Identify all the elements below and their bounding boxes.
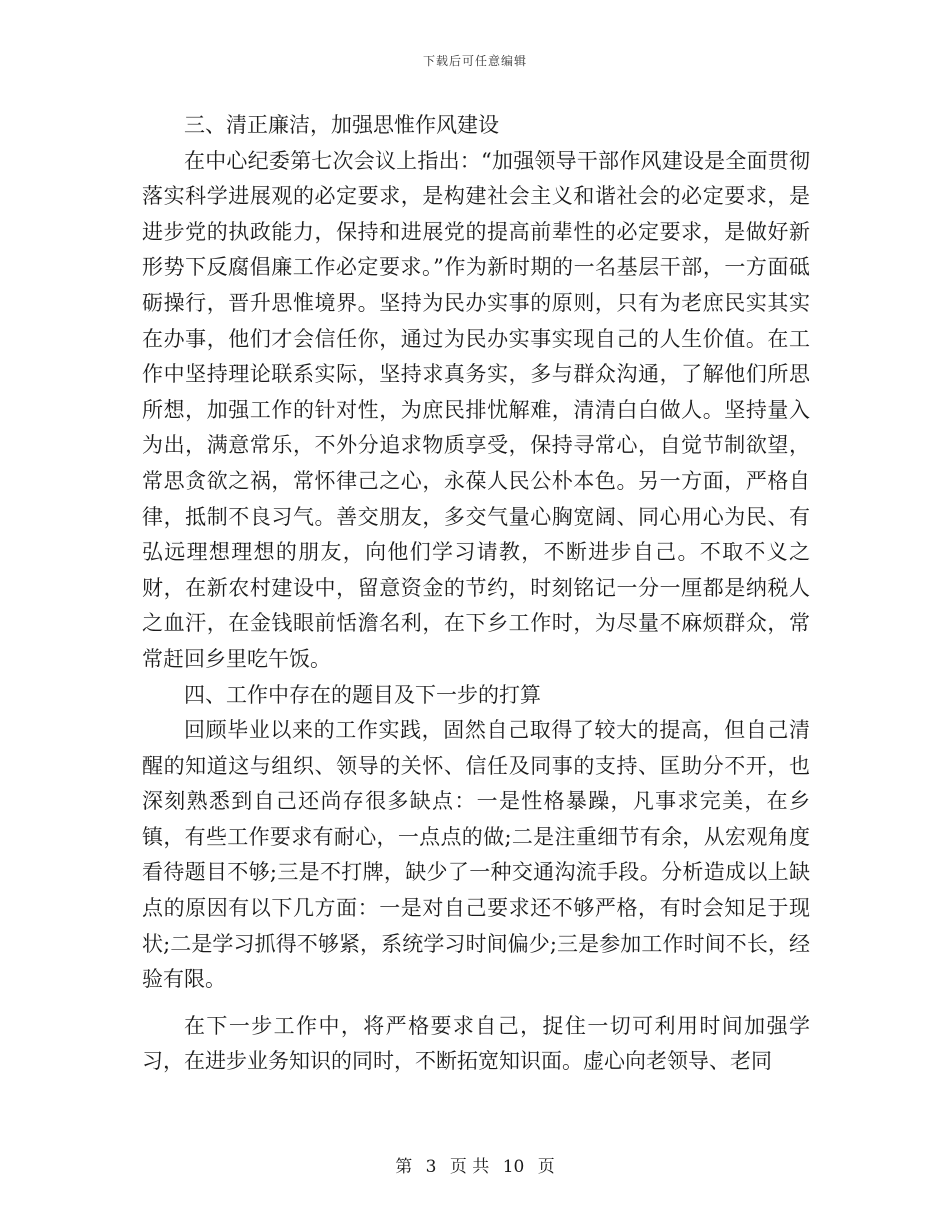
footer-prefix: 第 [395,1157,413,1177]
section-heading-3: 三、清正廉洁，加强思惟作风建设 [184,113,499,137]
section-heading-4: 四、工作中存在的题目及下一步的打算 [184,682,541,707]
footer-total-pages: 10 [502,1157,525,1177]
document-body [142,108,810,1080]
footer-middle: 页 共 [449,1157,490,1177]
footer-suffix: 页 [537,1157,555,1177]
page-header-note: 下载后可任意编辑 [422,54,527,68]
page-footer [0,1152,950,1177]
body-paragraph-integrity: 在中心纪委第七次会议上指出：“加强领导干部作风建设是全面贯彻落实科学进展观的必定要求，是构建社会主义和谐社会的必定要求，是进步党的执政能力，保持和进展党的提高前辈性的必定要求，是做好新形势下反腐倡廉工作必定要求。”作为新时期的一名基层干部，一方面砥砺操行，晋升思惟境界。坚持为民办实事的原则，只有为老庶民实其实在办事，他们才会信任你，通过为民办实事实现自己的人生价值。在工作中坚持理论联系实际，坚持求真务实，多与群众沟通，了解他们所思所想，加强工作的针对性，为庶民排忧解难，清清白白做人。坚持量入为出，满意常乐，不外分追求物质享受，保持寻常心，自觉节制欲望，常思贪欲之祸，常怀律己之心，永葆人民公朴本色。另一方面，严格自律，抵制不良习气。善交朋友，多交气量心胸宽阔、同心用心为民、有弘远理想理想的朋友，向他们学习请教，不断进步自己。不取不义之财，在新农村建设中，留意资金的节约，时刻铭记一分一厘都是纳税人之血汗，在金钱眼前恬澹名利，在下乡工作时，为尽量不麻烦群众，常常赶回乡里吃午饭。 [142,148,810,671]
body-paragraph-review: 回顾毕业以来的工作实践，固然自己取得了较大的提高，但自己清醒的知道这与组织、领导的关怀、信任及同事的支持、匡助分不开，也深刻熟悉到自己还尚存很多缺点：一是性格暴躁，凡事求完美，在乡镇，有些工作要求有耐心，一点点的做;二是注重细节有余，从宏观角度看待题目不够;三是不打牌，缺少了一种交通沟流手段。分析造成以上缺点的原因有以下几方面：一是对自己要求还不够严格，有时会知足于现状;二是学习抓得不够紧，系统学习时间偏少;三是参加工作时间不长，经验有限。 [142,718,810,992]
footer-current-page: 3 [425,1157,437,1177]
body-paragraph-next-steps: 在下一步工作中，将严格要求自己，捉住一切可利用时间加强学习，在进步业务知识的同时，不断拓宽知识面。虚心向老领导、老同 [142,1013,810,1074]
